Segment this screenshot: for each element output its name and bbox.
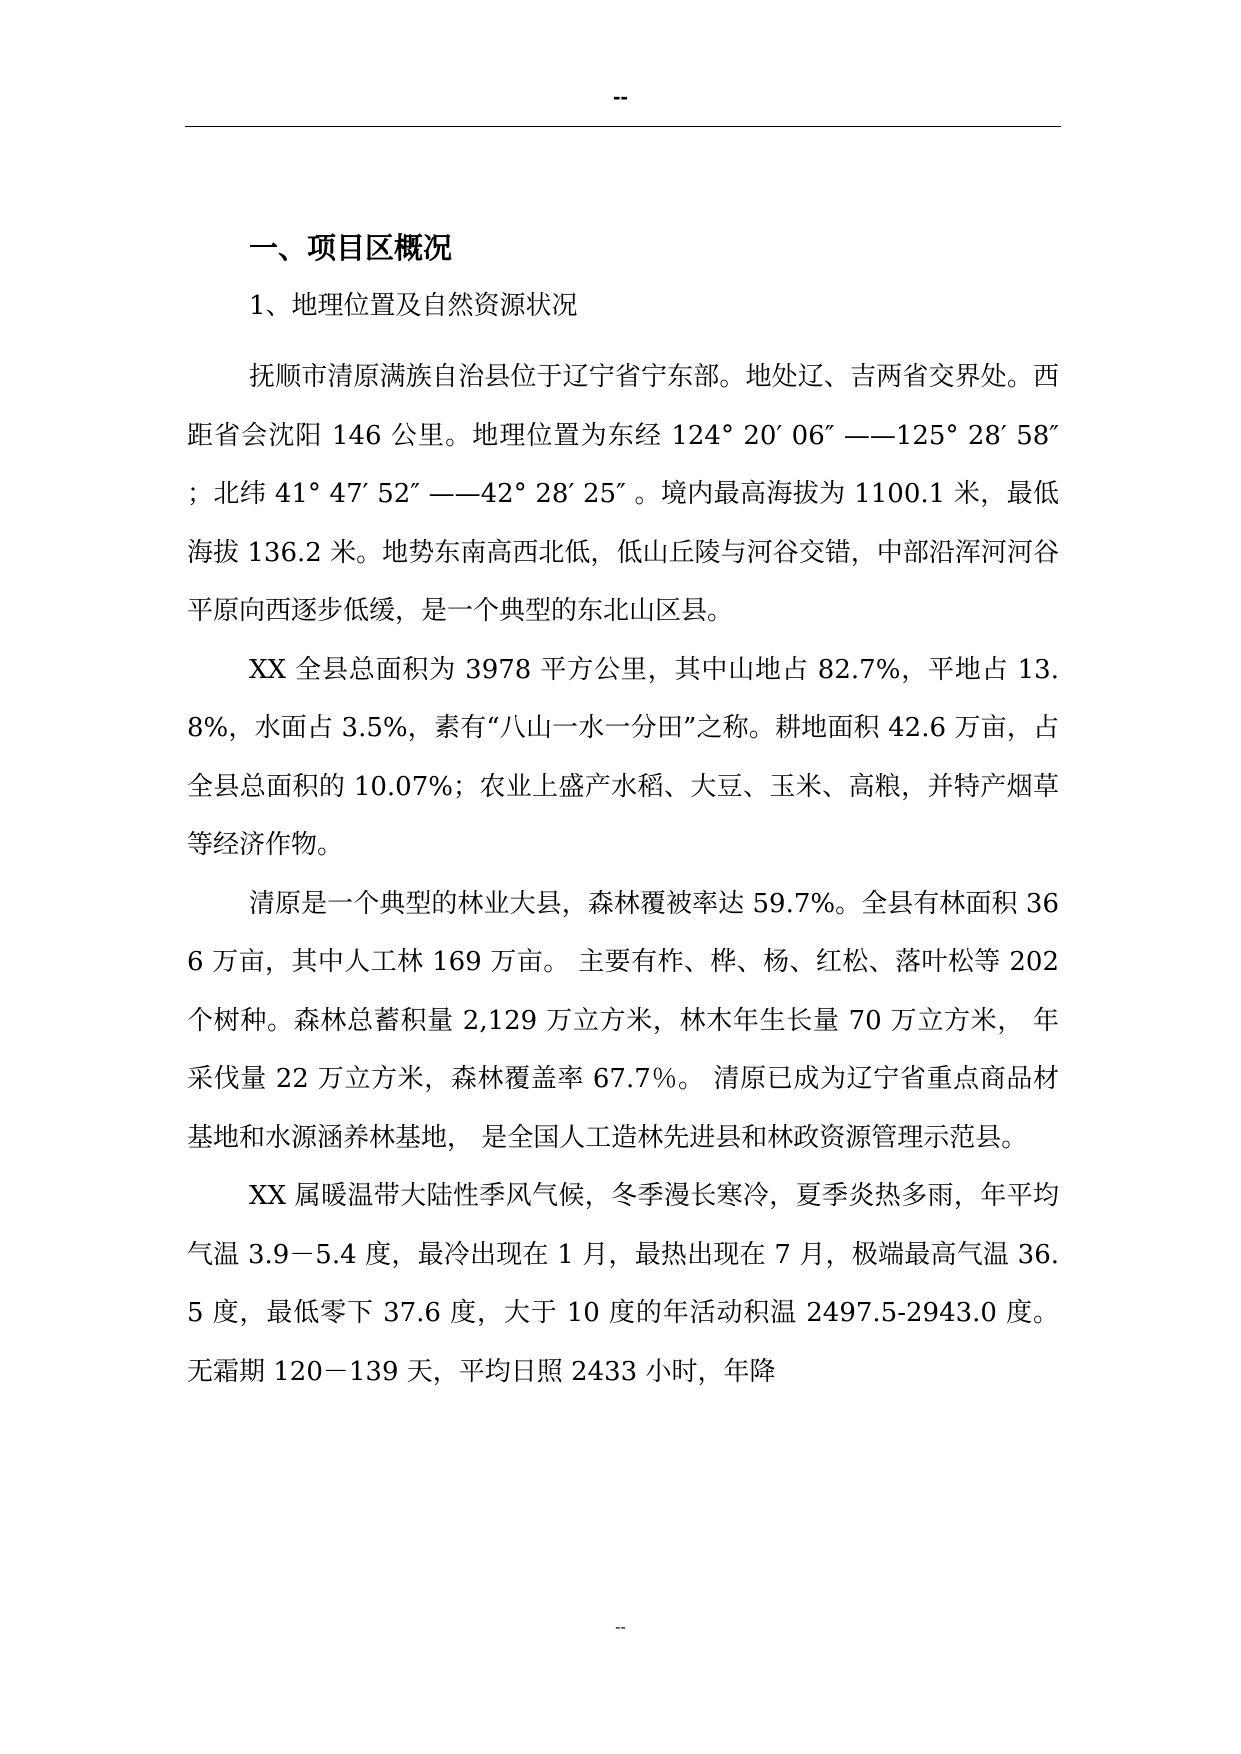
paragraph-geography: 抚顺市清原满族自治县位于辽宁省宁东部。地处辽、吉两省交界处。西距省会沈阳 146 公里。地理位置为东经 124° 20′ 06″ ——125° 28′ 58″ ；北纬 41° 47′ 52″ ——42° 28′ 25″ 。境内最高海拔为 1100.1 米，最低海拔 136.2 米。地势东南高西北低，低山丘陵与河谷交错，中部沿浑河河谷平原向西逐步低缓，是一个典型的东北山区县。 [187,362,1059,626]
paragraph-climate: XX 属暖温带大陆性季风气候，冬季漫长寒冷，夏季炎热多雨，年平均气温 3.9－5.4 度，最冷出现在 1 月，最热出现在 7 月，极端最高气温 36.5 度，最低零下 37.6 度，大于 10 度的年活动积温 2497.5-2943.0 度。无霜期 120－139 天，平均日照 2433 小时，年降 [187,1181,1059,1387]
paragraph-forestry: 清原是一个典型的林业大县，森林覆被率达 59.7%。全县有林面积 366 万亩，其中人工林 169 万亩。 主要有柞、桦、杨、红松、落叶松等 202 个树种。森林总蓄积量 2,129 万立方米，林木年生长量 70 万立方米， 年采伐量 22 万立方米，森林覆盖率 67.7％。 清原已成为辽宁省重点商品材基地和水源涵养林基地， 是全国人工造林先进县和林政资源管理示范县。 [187,888,1059,1153]
section-title: 一、项目区概况 [249,231,453,265]
paragraph-land-area: XX 全县总面积为 3978 平方公里，其中山地占 82.7%，平地占 13.8%，水面占 3.5%，素有“八山一水一分田”之称。耕地面积 42.6 万亩，占全县总面积的 10.07%；农业上盛产水稻、大豆、玉米、高粮，并特产烟草等经济作物。 [187,654,1059,860]
footer-mark: -- [615,1619,626,1636]
header-mark: -- [613,84,628,109]
document-body [187,224,1059,1401]
header-rule [185,126,1061,127]
subsection-title: 1、地理位置及自然资源状况 [249,291,578,321]
